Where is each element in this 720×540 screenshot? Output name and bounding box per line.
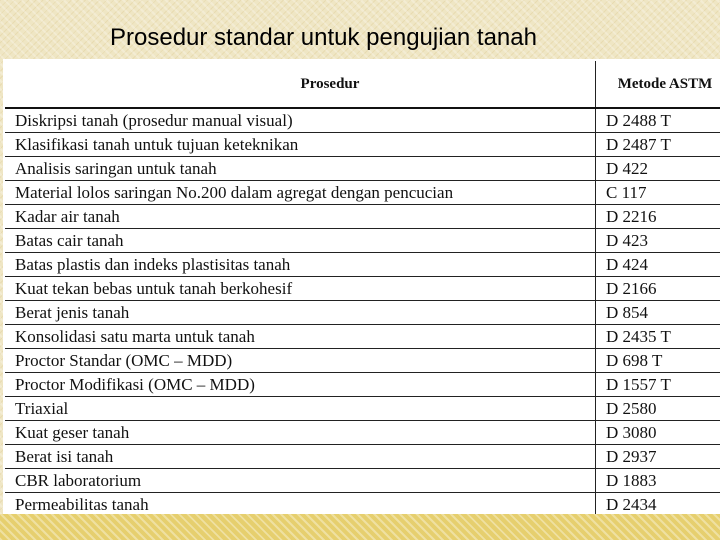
table-row xyxy=(5,469,720,493)
table-row xyxy=(5,421,720,445)
astm-method-cell: D 2487 T xyxy=(596,133,720,157)
table-row xyxy=(5,133,720,157)
table-row xyxy=(5,373,720,397)
table-row xyxy=(5,301,720,325)
page-title: Prosedur standar untuk pengujian tanah xyxy=(110,24,537,51)
procedure-cell: Analisis saringan untuk tanah xyxy=(5,157,596,181)
procedure-cell: Batas cair tanah xyxy=(5,229,596,253)
procedure-cell: Kadar air tanah xyxy=(5,205,596,229)
astm-method-cell: D 1883 xyxy=(596,469,720,493)
astm-method-cell: D 2937 xyxy=(596,445,720,469)
header-prosedur: Prosedur xyxy=(5,61,596,108)
table-row xyxy=(5,181,720,205)
procedure-cell: Kuat geser tanah xyxy=(5,421,596,445)
procedure-cell: Permeabilitas tanah xyxy=(5,493,596,517)
procedure-cell: Proctor Standar (OMC – MDD) xyxy=(5,349,596,373)
table-row xyxy=(5,445,720,469)
procedure-cell: CBR laboratorium xyxy=(5,469,596,493)
astm-method-cell: D 422 xyxy=(596,157,720,181)
table-body xyxy=(5,108,720,517)
table-row xyxy=(5,253,720,277)
astm-method-cell: D 854 xyxy=(596,301,720,325)
astm-method-cell: D 2434 xyxy=(596,493,720,517)
table-row xyxy=(5,397,720,421)
astm-method-cell: D 2216 xyxy=(596,205,720,229)
procedure-cell: Konsolidasi satu marta untuk tanah xyxy=(5,325,596,349)
procedure-cell: Batas plastis dan indeks plastisitas tanah xyxy=(5,253,596,277)
procedure-cell: Diskripsi tanah (prosedur manual visual) xyxy=(5,108,596,133)
astm-method-cell: D 2488 T xyxy=(596,108,720,133)
astm-method-cell: D 2435 T xyxy=(596,325,720,349)
procedure-cell: Proctor Modifikasi (OMC – MDD) xyxy=(5,373,596,397)
table-row xyxy=(5,229,720,253)
table-header-row xyxy=(5,61,720,108)
astm-method-cell: C 117 xyxy=(596,181,720,205)
procedure-cell: Kuat tekan bebas untuk tanah berkohesif xyxy=(5,277,596,301)
header-metode-astm: Metode ASTM xyxy=(596,61,720,108)
table-row xyxy=(5,277,720,301)
astm-method-cell: D 424 xyxy=(596,253,720,277)
astm-method-cell: D 2580 xyxy=(596,397,720,421)
table-row xyxy=(5,349,720,373)
procedure-cell: Berat isi tanah xyxy=(5,445,596,469)
table-row xyxy=(5,205,720,229)
table-row xyxy=(5,493,720,517)
table-row xyxy=(5,108,720,133)
astm-method-cell: D 423 xyxy=(596,229,720,253)
astm-method-cell: D 1557 T xyxy=(596,373,720,397)
procedure-cell: Berat jenis tanah xyxy=(5,301,596,325)
astm-method-cell: D 3080 xyxy=(596,421,720,445)
bottom-decorative-band xyxy=(0,514,720,540)
procedure-cell: Klasifikasi tanah untuk tujuan keteknikan xyxy=(5,133,596,157)
astm-method-cell: D 698 T xyxy=(596,349,720,373)
table-row xyxy=(5,325,720,349)
procedure-cell: Triaxial xyxy=(5,397,596,421)
astm-method-cell: D 2166 xyxy=(596,277,720,301)
astm-procedure-table xyxy=(5,61,720,517)
procedure-cell: Material lolos saringan No.200 dalam agregat dengan pencucian xyxy=(5,181,596,205)
table-row xyxy=(5,157,720,181)
